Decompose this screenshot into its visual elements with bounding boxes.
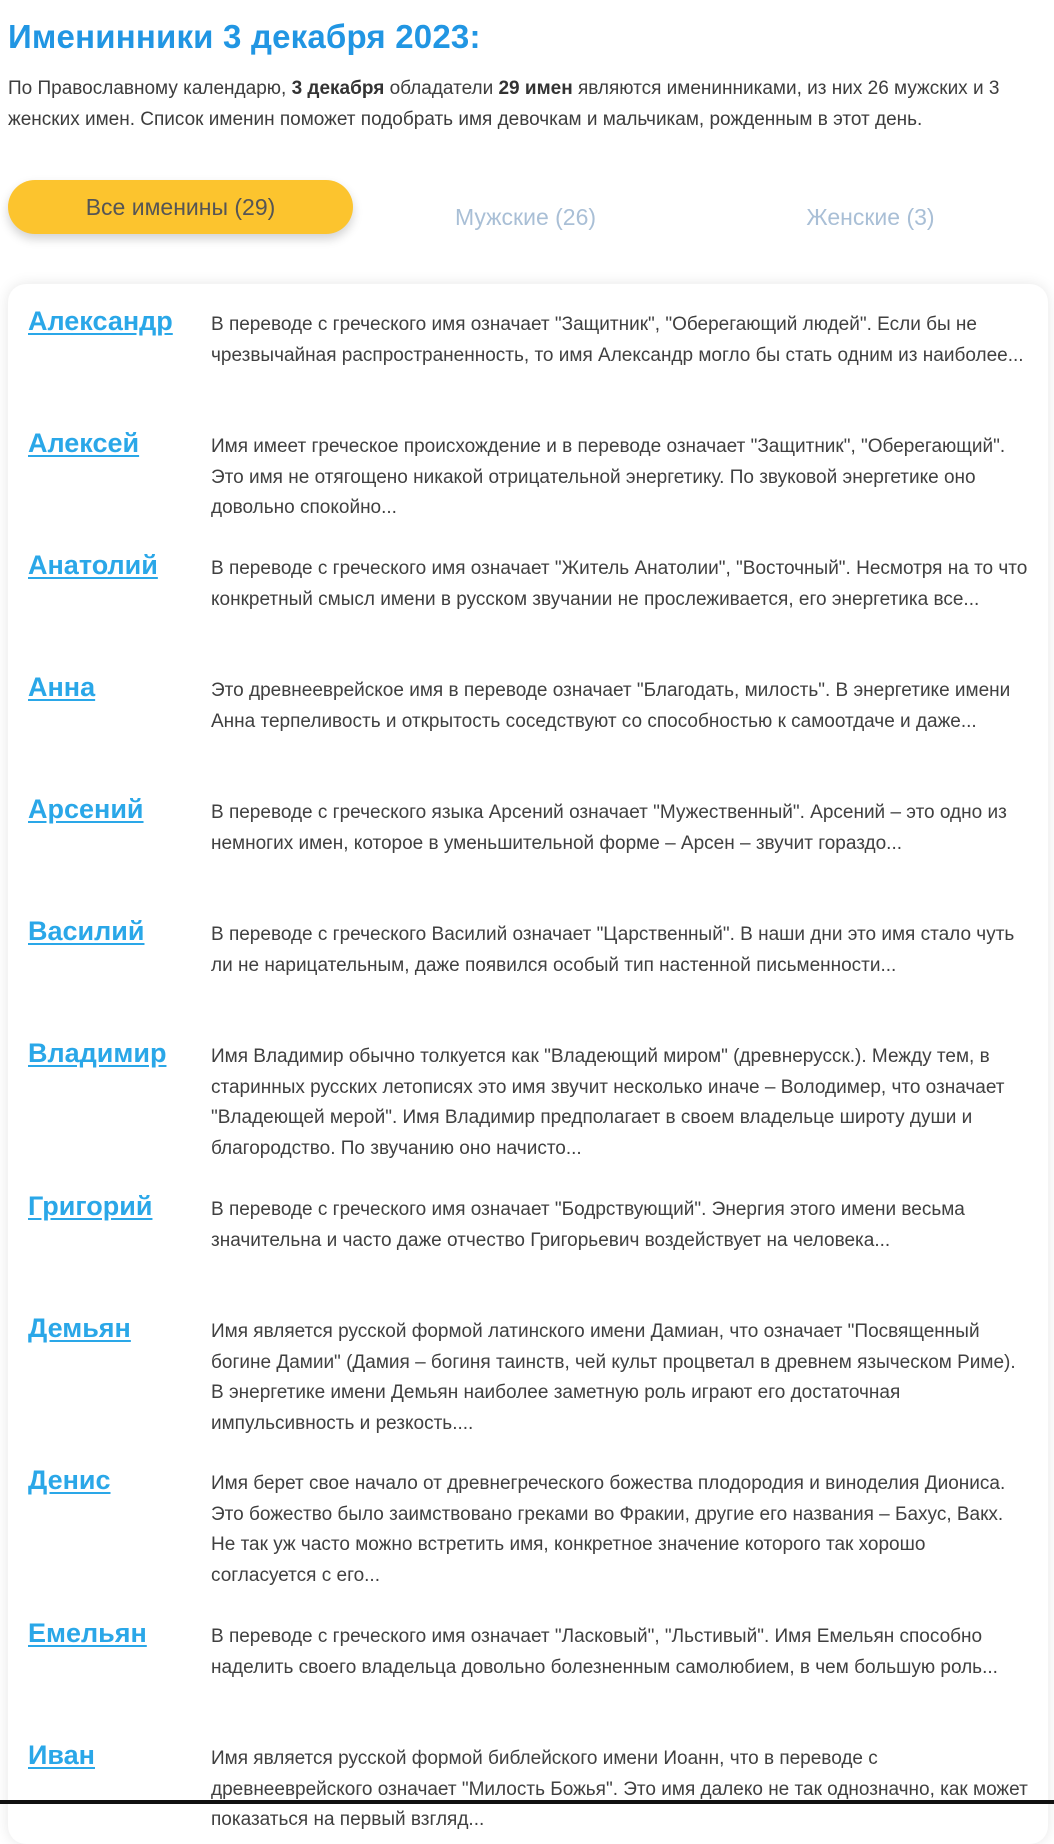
intro-part-2: обладатели: [384, 78, 499, 99]
name-description: Имя является русской формой библейского имени Иоанн, что в переводе с древнееврейского означает "Милость Божья". Это имя далеко не так однозначно, как может показаться на первый взгляд...: [211, 1748, 1028, 1830]
name-link-aleksey[interactable]: Алексей: [28, 428, 140, 458]
name-link-emelyan[interactable]: Емельян: [28, 1618, 147, 1648]
page-title: Именинники 3 декабря 2023:: [8, 18, 481, 55]
name-link-grigoriy[interactable]: Григорий: [28, 1191, 153, 1221]
name-description: Имя имеет греческое происхождение и в переводе означает "Защитник", "Оберегающий". Это имя не отягощено никакой отрицательной энергетику. По звуковой энергетике оно довольно спокойно...: [211, 436, 1006, 518]
name-link-alexandr[interactable]: Александр: [28, 306, 173, 336]
intro-date: 3 декабря: [291, 78, 385, 99]
intro-text: [8, 74, 1048, 135]
name-description: В переводе с греческого имя означает "Бодрствующий". Энергия этого имени весьма значительна и часто даже отчество Григорьевич воздействует на человека...: [211, 1199, 965, 1251]
name-description: В переводе с греческого имя означает "Ласковый", "Льстивый". Имя Емельян способно наделить своего владельца довольно болезненным самолюбием, в чем большую роль...: [211, 1626, 998, 1678]
names-list: [8, 284, 1048, 1844]
name-link-denis[interactable]: Денис: [28, 1465, 111, 1495]
name-link-arseniy[interactable]: Арсений: [28, 794, 144, 824]
name-description: В переводе с греческого имя означает "Житель Анатолии", "Восточный". Несмотря на то что конкретный смысл имени в русском звучании не прослеживается, его энергетика все...: [211, 558, 1028, 610]
name-description: Имя является русской формой латинского имени Дамиан, что означает "Посвященный богине Дамии" (Дамия – богиня таинств, чей культ процветал в древнем языческом Риме). В энергетике имени Демьян наиболее заметную роль играют его достаточная импульсивность и резкость....: [211, 1321, 1016, 1434]
intro-part-1: По Православному календарю,: [8, 78, 292, 99]
name-link-anna[interactable]: Анна: [28, 672, 96, 702]
name-description: В переводе с греческого имя означает "Защитник", "Оберегающий людей". Если бы не чрезвычайная распространенность, то имя Александр могло бы стать одним из наиболее...: [211, 314, 1024, 366]
tab-male[interactable]: Мужские (26): [454, 204, 597, 230]
name-description: В переводе с греческого языка Арсений означает "Мужественный". Арсений – это одно из немногих имен, которое в уменьшительной форме – Арсен – звучит гораздо...: [211, 802, 1007, 854]
tab-female[interactable]: Женские (3): [806, 204, 935, 230]
name-link-vasiliy[interactable]: Василий: [28, 916, 145, 946]
name-link-demyan[interactable]: Демьян: [28, 1313, 131, 1343]
tab-all[interactable]: Все именины (29): [8, 180, 353, 234]
name-description: Имя берет свое начало от древнегреческого божества плодородия и виноделия Диониса. Это божество было заимствовано греками во Фракии, другие его названия – Бахус, Вакх. Не так уж часто можно встретить имя, конкретное значение которого так хорошо согласуется с его...: [211, 1473, 1006, 1586]
intro-count: 29 имен: [498, 78, 573, 99]
name-link-ivan[interactable]: Иван: [28, 1740, 95, 1770]
name-link-anatoliy[interactable]: Анатолий: [28, 550, 158, 580]
name-description: Имя Владимир обычно толкуется как "Владеющий миром" (древнерусск.). Между тем, в старинных русских летописях это имя звучит несколько иначе – Володимер, что означает "Владеющей мерой". Имя Владимир предполагает в своем владельце широту души и благородство. По звучанию оно начисто...: [211, 1046, 1005, 1159]
name-description: В переводе с греческого Василий означает "Царственный". В наши дни это имя стало чуть ли не нарицательным, даже появился особый тип настенной письменности...: [211, 924, 1015, 976]
intro-part-3: являются именинниками, из них 26 мужских и 3 женских имен. Список именин поможет подобрать имя девочкам и мальчикам, рожденным в этот день.: [8, 78, 1000, 130]
name-description: Это древнееврейское имя в переводе означает "Благодать, милость". В энергетике имени Анна терпеливость и открытость соседствуют со способностью к самоотдаче и даже...: [211, 680, 1011, 732]
filter-tabs: [8, 180, 1048, 236]
name-link-vladimir[interactable]: Владимир: [28, 1038, 167, 1068]
bottom-divider: [0, 1800, 1054, 1804]
